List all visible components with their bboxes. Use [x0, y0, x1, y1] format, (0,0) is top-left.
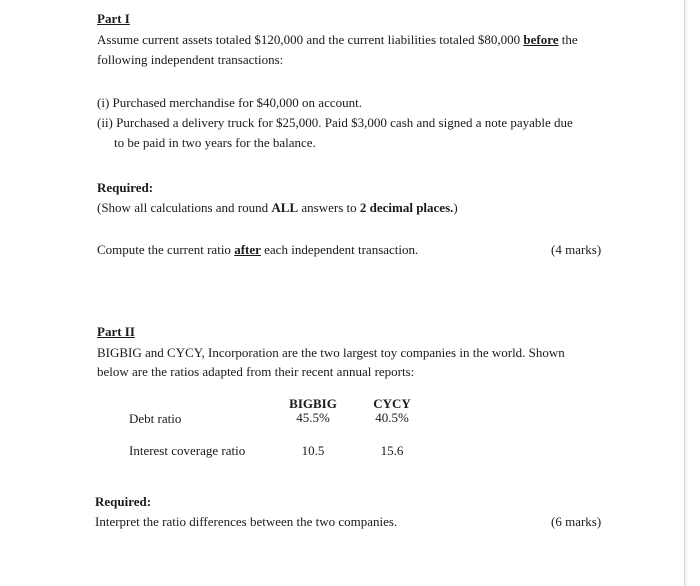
instruction-prefix: (Show all calculations and round	[97, 200, 272, 215]
part1-intro-emphasis: before	[523, 32, 559, 47]
instruction-decimals: 2 decimal places.	[359, 200, 454, 215]
column-header-bigbig: BIGBIG	[289, 396, 337, 411]
question-text: Compute the current ratio	[97, 242, 235, 257]
instruction-mid: answers to	[298, 200, 360, 215]
transaction-ii: (ii) Purchased a delivery truck for $25,000. Paid $3,000 cash and signed a note payable due	[97, 115, 573, 130]
part1-heading: Part I	[97, 11, 130, 26]
part1-intro-tail: the	[558, 32, 578, 47]
cell-interest-coverage-cycy: 15.6	[380, 443, 404, 458]
part1-intro-line1	[97, 32, 578, 48]
part1-marks: (4 marks)	[551, 242, 602, 257]
column-header-cycy: CYCY	[373, 396, 411, 411]
question-tail: each independent transaction.	[260, 242, 419, 257]
part2-heading: Part II	[97, 324, 135, 339]
cell-interest-coverage-bigbig: 10.5	[301, 443, 325, 458]
instruction-all: ALL	[271, 200, 299, 215]
part2-question: Interpret the ratio differences between the two companies.	[95, 514, 398, 529]
part2-required-label: Required:	[95, 494, 152, 509]
part1-instruction	[97, 200, 458, 216]
part2-intro-line2: below are the ratios adapted from their recent annual reports:	[97, 364, 415, 379]
row-label-debt-ratio: Debt ratio	[129, 411, 182, 426]
transaction-i: (i) Purchased merchandise for $40,000 on account.	[97, 95, 362, 110]
part1-required-label: Required:	[97, 180, 154, 195]
part2-intro-line1: BIGBIG and CYCY, Incorporation are the two largest toy companies in the world. Shown	[97, 345, 565, 360]
cell-debt-ratio-cycy: 40.5%	[375, 410, 409, 425]
transaction-ii-continued: to be paid in two years for the balance.	[114, 135, 316, 150]
part2-marks: (6 marks)	[551, 514, 602, 529]
part1-question	[97, 242, 418, 258]
part1-intro-text: Assume current assets totaled $120,000 and the current liabilities totaled $80,000	[97, 32, 524, 47]
part1-intro-line2: following independent transactions:	[97, 52, 284, 67]
row-label-interest-coverage: Interest coverage ratio	[129, 443, 246, 458]
instruction-suffix: )	[453, 200, 458, 215]
question-emphasis: after	[234, 242, 261, 257]
cell-debt-ratio-bigbig: 45.5%	[296, 410, 330, 425]
